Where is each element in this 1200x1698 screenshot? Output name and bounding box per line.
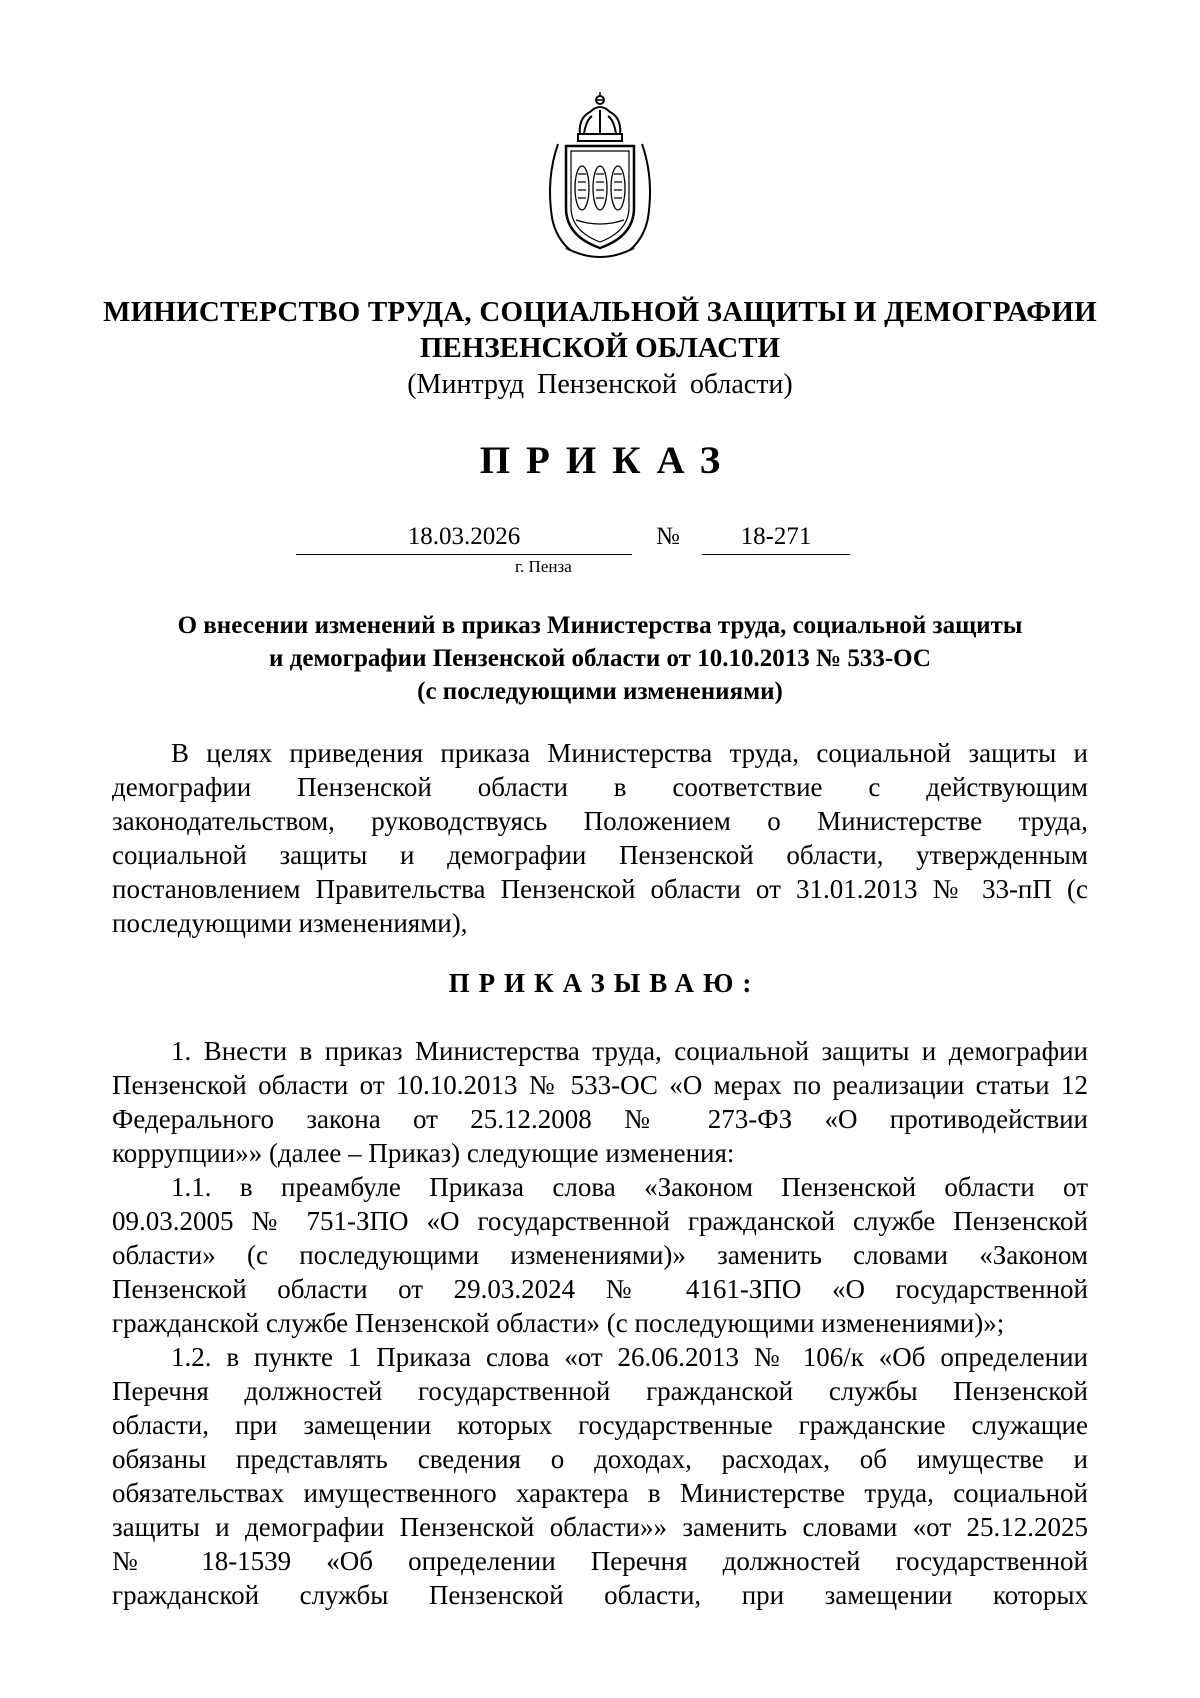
- body-line: Федерального закона от 25.12.2008 № 273-ФЗ «О противодействии: [112, 1104, 1088, 1134]
- body-line: Пензенской области от 10.10.2013 № 533-ОС «О мерах по реализации статьи 12: [112, 1070, 1088, 1100]
- body-line: коррупции»» (далее – Приказ) следующие изменения:: [112, 1138, 735, 1168]
- organization-name-line1: МИНИСТЕРСТВО ТРУДА, СОЦИАЛЬНОЙ ЗАЩИТЫ И ДЕМОГРАФИИ: [103, 296, 1097, 328]
- number-underline: [702, 554, 850, 555]
- preamble-line: последующими изменениями),: [112, 908, 468, 938]
- document-type-title: ПРИКАЗ: [479, 439, 737, 482]
- body-line: области» (с последующими изменениями)» заменить словами «Законом: [112, 1240, 1088, 1270]
- preamble-line: В целях приведения приказа Министерства труда, социальной защиты и: [171, 738, 1088, 768]
- body-line: Пензенской области от 29.03.2024 № 4161-ЗПО «О государственной: [112, 1274, 1088, 1304]
- city-name: г. Пенза: [515, 557, 572, 576]
- body-line: 1.2. в пункте 1 Приказа слова «от 26.06.2013 № 106/к «Об определении: [171, 1342, 1088, 1372]
- order-command-word: ПРИКАЗЫВАЮ:: [448, 968, 761, 998]
- body-line: № 18-1539 «Об определении Перечня должностей государственной: [112, 1546, 1088, 1576]
- date-underline: [296, 554, 632, 555]
- preamble-line: демографии Пензенской области в соответствие с действующим: [112, 772, 1088, 802]
- preamble-line: законодательством, руководствуясь Положением о Министерстве труда,: [112, 806, 1088, 836]
- order-date: 18.03.2026: [407, 523, 521, 550]
- number-sign: №: [656, 523, 680, 550]
- order-number: 18-271: [740, 523, 812, 550]
- subject-line: и демографии Пензенской области от 10.10.2013 № 533-ОС: [269, 645, 931, 672]
- preamble-line: социальной защиты и демографии Пензенской области, утвержденным: [112, 840, 1088, 870]
- coat-of-arms-emblem: [540, 88, 660, 263]
- body-line: обязаны представлять сведения о доходах, расходах, об имуществе и: [112, 1444, 1088, 1474]
- body-line: гражданской службе Пензенской области» (с последующими изменениями)»;: [112, 1308, 1005, 1338]
- body-line: области, при замещении которых государственные гражданские служащие: [112, 1410, 1088, 1440]
- subject-line: О внесении изменений в приказ Министерства труда, социальной защиты: [177, 612, 1023, 639]
- organization-name-line2: ПЕНЗЕНСКОЙ ОБЛАСТИ: [419, 332, 781, 364]
- preamble-line: постановлением Правительства Пензенской области от 31.01.2013 № 33-пП (с: [112, 874, 1088, 904]
- body-line: 1.1. в преамбуле Приказа слова «Законом Пензенской области от: [171, 1172, 1088, 1202]
- body-line: обязательствах имущественного характера в Министерстве труда, социальной: [112, 1478, 1088, 1508]
- organization-short-name: (Минтруд Пензенской области): [407, 369, 793, 400]
- body-line: защиты и демографии Пензенской области»» заменить словами «от 25.12.2025: [112, 1512, 1088, 1542]
- subject-line: (с последующими изменениями): [417, 678, 783, 705]
- body-line: Перечня должностей государственной гражданской службы Пензенской: [112, 1376, 1088, 1406]
- body-line: 1. Внести в приказ Министерства труда, социальной защиты и демографии: [171, 1036, 1088, 1066]
- body-line: 09.03.2005 № 751-ЗПО «О государственной гражданской службе Пензенской: [112, 1206, 1088, 1236]
- body-line: гражданской службы Пензенской области, при замещении которых: [112, 1580, 1088, 1610]
